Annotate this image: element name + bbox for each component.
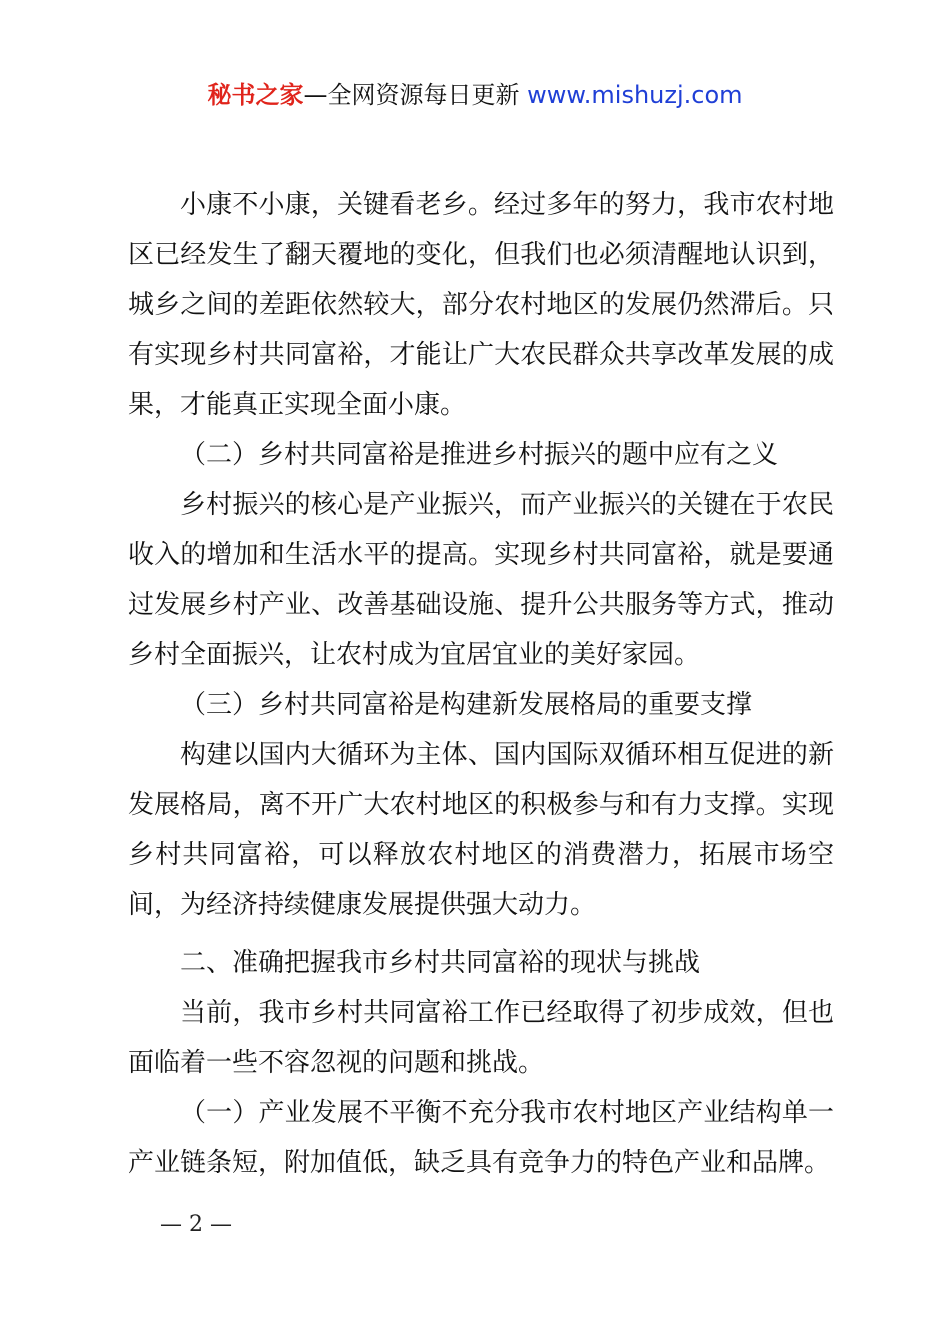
paragraph-rural-revitalization: 乡村振兴的核心是产业振兴，而产业振兴的关键在于农民收入的增加和生活水平的提高。实现乡村共同富裕，就是要通过发展乡村产业、改善基础设施、提升公共服务等方式，推动乡村全面振兴，让农村成为宜居宜业的美好家园。 — [128, 490, 834, 670]
page-number: — 2 — — [160, 1212, 232, 1237]
chapter-heading-2: 二、准确把握我市乡村共同富裕的现状与挑战 — [180, 948, 701, 978]
paragraph-current-status: 当前，我市乡村共同富裕工作已经取得了初步成效，但也面临着一些不容忽视的问题和挑战。 — [128, 998, 834, 1078]
site-url-link[interactable]: www.mishuzj.com — [527, 81, 743, 109]
site-header — [0, 78, 950, 112]
paragraph-xiaokang: 小康不小康，关键看老乡。经过多年的努力，我市农村地区已经发生了翻天覆地的变化，但我们也必须清醒地认识到，城乡之间的差距依然较大，部分农村地区的发展仍然滞后。只有实现乡村共同富裕，才能让广大农民群众共享改革发展的成果，才能真正实现全面小康。 — [128, 190, 834, 420]
brand-name: 秘书之家 — [207, 81, 304, 109]
header-slogan: —全网资源每日更新 — [303, 81, 528, 109]
section-heading-3: （三）乡村共同富裕是构建新发展格局的重要支撑 — [180, 690, 753, 720]
section-heading-2: （二）乡村共同富裕是推进乡村振兴的题中应有之义 — [180, 440, 779, 470]
document-body — [128, 180, 834, 1188]
paragraph-development-pattern: 构建以国内大循环为主体、国内国际双循环相互促进的新发展格局，离不开广大农村地区的积极参与和有力支撑。实现乡村共同富裕，可以释放农村地区的消费潜力，拓展市场空间，为经济持续健康发展提供强大动力。 — [128, 740, 834, 920]
paragraph-industry-issue: （一）产业发展不平衡不充分我市农村地区产业结构单一产业链条短，附加值低，缺乏具有竞争力的特色产业和品牌。 — [128, 1098, 834, 1178]
